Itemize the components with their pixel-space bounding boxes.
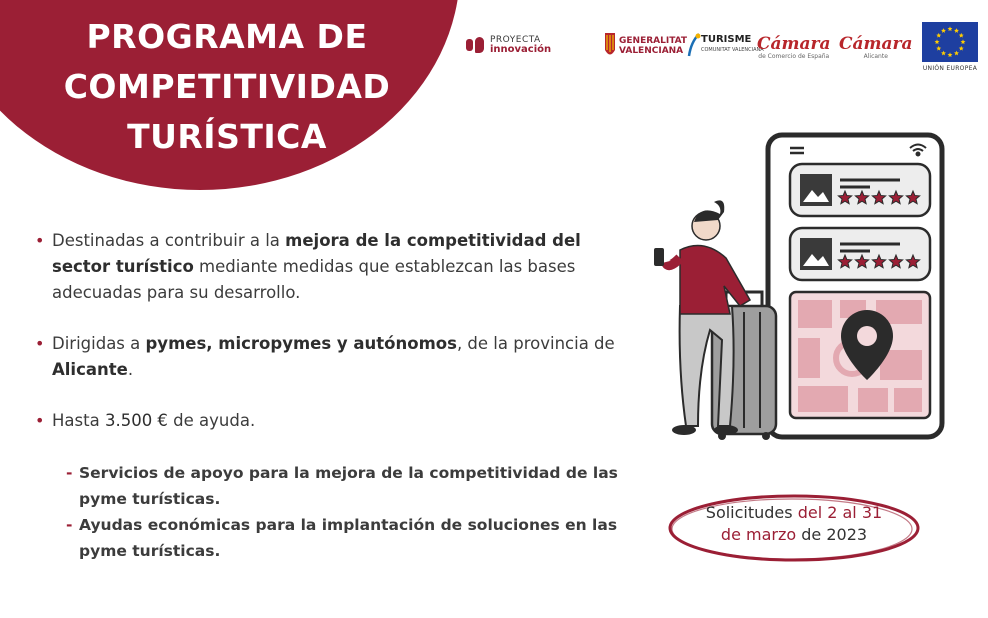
eu-star-icon <box>954 51 959 56</box>
camara-alicante-logo <box>839 34 913 60</box>
proyecta-innovacion-logo <box>466 36 551 54</box>
aid-amount: 3.500 € <box>104 411 168 430</box>
eu-star-icon <box>936 46 941 51</box>
proyecta-top-text: PROYECTA <box>490 35 541 45</box>
camara-espana-sub: de Comercio de España <box>758 53 830 60</box>
eu-star-icon <box>948 52 953 57</box>
eu-flag-icon <box>922 22 978 62</box>
stamp-month: de marzo <box>720 525 797 544</box>
aid-type-item: - Servicios de apoyo para la mejora de la competitividad de las pyme turísticas. <box>66 460 626 512</box>
eu-star-icon <box>941 28 946 33</box>
bullet-purpose: • Destinadas a contribuir a la mejora de la competitividad del sector turístico mediante medidas que establezcan las bases adecuadas para su desarrollo. <box>34 228 624 306</box>
generalitat-line-1: GENERALITAT <box>619 36 688 46</box>
benefits-list <box>34 228 624 459</box>
title-line-3: TURÍSTICA <box>127 117 327 156</box>
page-title <box>22 12 432 162</box>
union-europea-logo <box>922 22 978 72</box>
camara-espana-word: Cámara <box>757 34 831 54</box>
eu-star-icon <box>941 51 946 56</box>
stamp-text <box>666 502 922 546</box>
camara-alicante-word: Cámara <box>839 34 913 54</box>
eu-label: UNIÓN EUROPEA <box>922 65 978 72</box>
eu-star-icon <box>936 33 941 38</box>
eu-star-icon <box>935 39 940 44</box>
eu-star-icon <box>954 28 959 33</box>
aid-type-item: - Ayudas económicas para la implantación de soluciones en las pyme turísticas. <box>66 512 626 564</box>
aid-types-list <box>66 460 626 564</box>
generalitat-line-2: VALENCIANA <box>619 46 684 56</box>
bullet-audience: • Dirigidas a pymes, micropymes y autónomos, de la provincia de Alicante. <box>34 331 624 383</box>
stamp-dates: del 2 al 31 <box>797 503 883 522</box>
bullet-amount: • Hasta 3.500 € de ayuda. <box>34 408 624 434</box>
generalitat-logo <box>604 32 687 60</box>
eu-star-icon <box>961 39 966 44</box>
proyecta-mark-icon <box>466 37 486 53</box>
proyecta-bottom-text: innovación <box>490 44 552 55</box>
turisme-logo <box>687 32 764 58</box>
turisme-name: TURISME <box>701 34 752 45</box>
sponsor-logos <box>462 22 980 82</box>
camara-alicante-sub: Alicante <box>863 53 888 60</box>
eu-star-icon <box>959 33 964 38</box>
camara-espana-logo <box>757 34 831 60</box>
tourist-phone-illustration <box>640 130 950 440</box>
tourist-figure <box>654 200 776 440</box>
stamp-year: de 2023 <box>796 525 868 544</box>
turisme-mark-icon <box>687 32 701 58</box>
stamp-pre: Solicitudes <box>705 503 798 522</box>
eu-star-icon <box>948 26 953 31</box>
title-line-2: COMPETITIVIDAD <box>63 67 391 106</box>
turisme-sub: COMUNITAT VALENCIANA <box>701 47 764 53</box>
application-period-stamp <box>666 492 922 564</box>
generalitat-shield-icon <box>604 32 616 60</box>
title-line-1: PROGRAMA DE <box>86 17 368 56</box>
eu-star-icon <box>959 46 964 51</box>
